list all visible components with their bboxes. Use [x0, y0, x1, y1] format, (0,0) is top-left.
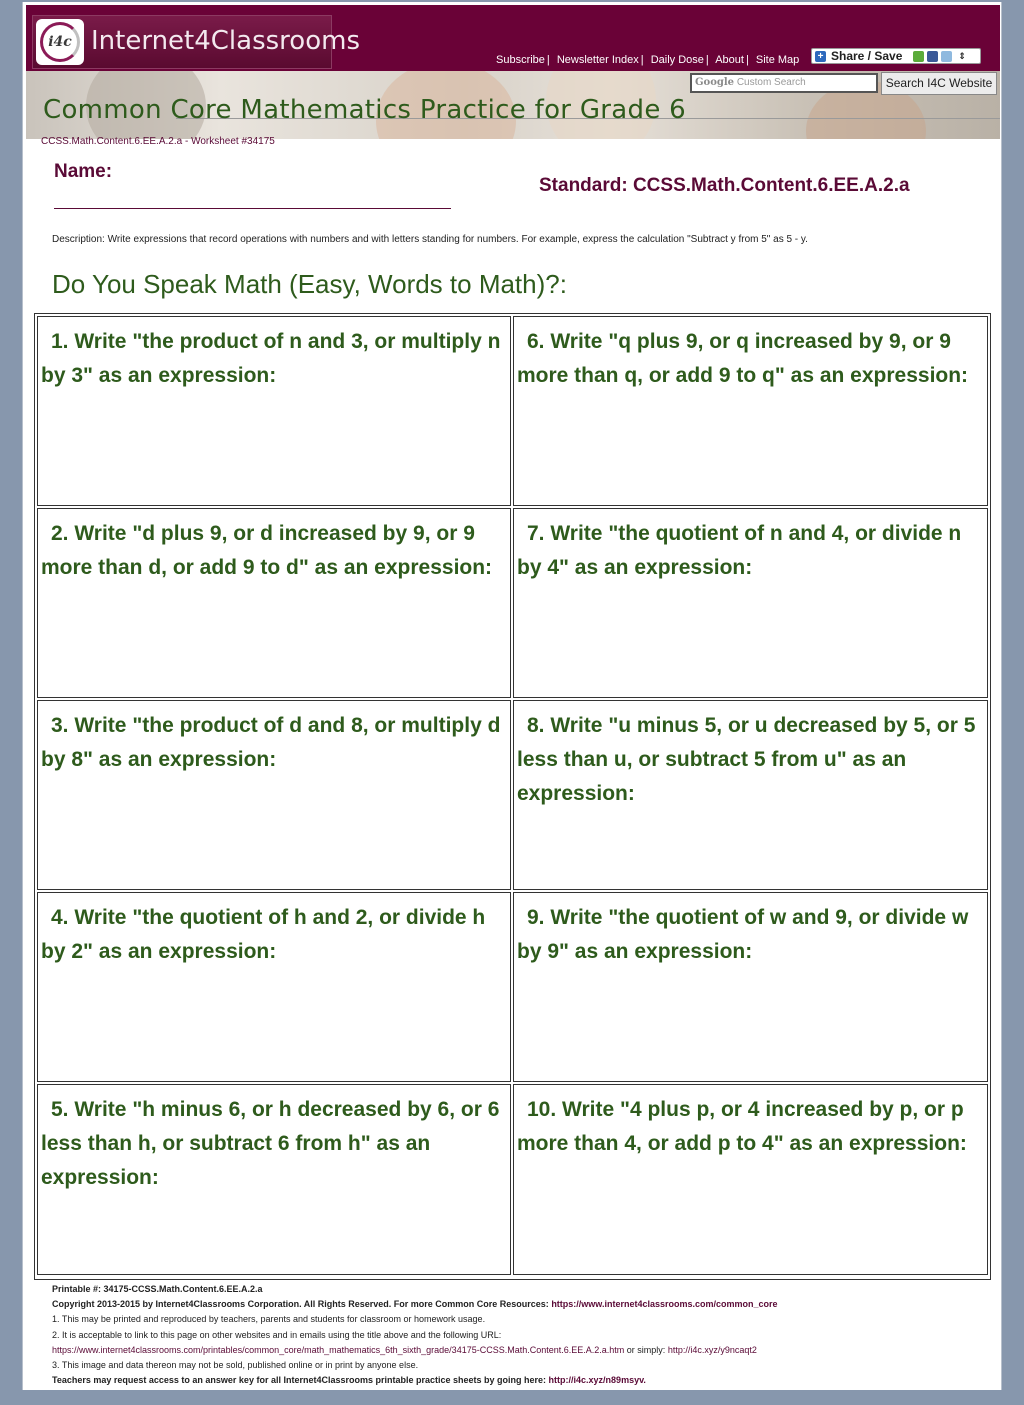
top-navigation: Subscribe | Newsletter Index | Daily Dose | About | Site Map — [496, 54, 800, 66]
page-title: Common Core Mathematics Practice for Grade 6 — [43, 95, 687, 125]
question-number: 1. — [51, 330, 69, 353]
questions-table — [34, 313, 991, 1280]
question-number: 7. — [527, 522, 545, 545]
question-number: 4. — [51, 906, 69, 929]
question-cell-8 — [513, 700, 988, 890]
nav-subscribe[interactable]: Subscribe — [496, 54, 545, 66]
logo-badge-text: i4c — [48, 34, 72, 50]
copyright: Copyright 2013-2015 by Internet4Classrooms Corporation. All Rights Reserved. For more Common Core Resources: — [52, 1299, 549, 1310]
question-text: Write "u minus 5, or u decreased by 5, or 5 less than u, or subtract 5 from u" as an expression: — [517, 714, 976, 805]
description: Description: Write expressions that record operations with numbers and with letters standing for numbers. For example, express the calculation "Subtract y from 5" as 5 - y. — [52, 234, 808, 245]
footer-note-1: 1. This may be printed and reproduced by teachers, parents and students for classroom or homework usage. — [52, 1314, 486, 1325]
question-number: 8. — [527, 714, 545, 737]
question-text: Write "d plus 9, or d increased by 9, or 9 more than d, or add 9 to d" as an expression: — [41, 522, 493, 579]
share-save-button[interactable] — [811, 48, 981, 64]
site-logo[interactable] — [32, 15, 360, 69]
nav-newsletter-index[interactable]: Newsletter Index — [556, 54, 639, 66]
common-core-link[interactable]: https://www.internet4classrooms.com/common_core — [551, 1299, 778, 1310]
question-number: 6. — [527, 330, 545, 353]
logo-badge-icon — [36, 19, 84, 65]
question-text: Write "the product of d and 8, or multiply d by 8" as an expression: — [41, 714, 501, 771]
footer — [52, 1282, 778, 1388]
question-text: Write "h minus 6, or h decreased by 6, or 6 less than h, or subtract 6 from h" as an expression: — [41, 1098, 500, 1189]
question-number: 2. — [51, 522, 69, 545]
question-number: 10. — [527, 1098, 557, 1121]
long-url-link[interactable]: https://www.internet4classrooms.com/printables/common_core/math_mathematics_6th_sixth_grade/34175-CCSS.Math.Content.6.EE.A.2.a.htm — [52, 1344, 625, 1355]
answer-key-note: Teachers may request access to an answer key for all Internet4Classrooms printable practice sheets by going here: — [52, 1375, 547, 1386]
question-cell-1 — [37, 316, 511, 506]
question-cell-2 — [37, 508, 511, 698]
section-title: Do You Speak Math (Easy, Words to Math)?: — [52, 269, 567, 299]
share-save-label: Share / Save — [831, 49, 903, 63]
name-label: Name: — [54, 161, 113, 182]
plus-icon: + — [815, 51, 826, 62]
question-cell-4 — [37, 892, 511, 1082]
twitter-icon — [941, 51, 952, 62]
search-input[interactable] — [690, 73, 878, 93]
search-button[interactable]: Search I4C Website — [881, 72, 997, 95]
question-text: Write "the product of n and 3, or multiply n by 3" as an expression: — [41, 330, 501, 387]
question-cell-5 — [37, 1084, 511, 1275]
name-line — [54, 208, 451, 209]
question-number: 3. — [51, 714, 69, 737]
worksheet-id: CCSS.Math.Content.6.EE.A.2.a - Worksheet #34175 — [41, 136, 275, 147]
site-header — [26, 5, 1000, 71]
answer-key-link[interactable]: http://i4c.xyz/n89msyv. — [548, 1375, 646, 1386]
logo-text: Internet4Classrooms — [91, 26, 360, 56]
question-cell-6 — [513, 316, 988, 506]
question-text: Write "q plus 9, or q increased by 9, or 9 more than q, or add 9 to q" as an expression: — [517, 330, 969, 387]
page — [22, 2, 1002, 1390]
facebook-icon — [927, 51, 938, 62]
nav-about[interactable]: About — [715, 54, 744, 66]
question-text: Write "4 plus p, or 4 increased by p, or p more than 4, or add p to 4" as an expression: — [517, 1098, 967, 1155]
chevron-updown-icon: ⇕ — [958, 50, 966, 61]
standard-label: Standard: CCSS.Math.Content.6.EE.A.2.a — [539, 175, 910, 196]
share-email-icon — [913, 51, 924, 62]
question-cell-7 — [513, 508, 988, 698]
question-text: Write "the quotient of h and 2, or divide h by 2" as an expression: — [41, 906, 486, 963]
footer-note-3: 3. This image and data thereon may not be sold, published online or in print by anyone else. — [52, 1360, 419, 1371]
question-cell-3 — [37, 700, 511, 890]
url-connector: or simply: — [626, 1344, 666, 1355]
question-text: Write "the quotient of n and 4, or divide n by 4" as an expression: — [517, 522, 962, 579]
google-logo: Google — [695, 77, 735, 88]
question-cell-9 — [513, 892, 988, 1082]
question-cell-10 — [513, 1084, 988, 1275]
question-number: 5. — [51, 1098, 69, 1121]
question-text: Write "the quotient of w and 9, or divide w by 9" as an expression: — [517, 906, 969, 963]
nav-site-map[interactable]: Site Map — [755, 54, 800, 66]
footer-note-2: 2. It is acceptable to link to this page on other websites and in emails using the title above and the following URL: — [52, 1329, 502, 1340]
short-url-link[interactable]: http://i4c.xyz/y9ncaqt2 — [667, 1344, 757, 1355]
nav-daily-dose[interactable]: Daily Dose — [650, 54, 704, 66]
search-placeholder: Custom Search — [736, 77, 806, 88]
printable-number: Printable #: 34175-CCSS.Math.Content.6.EE.A.2.a — [52, 1284, 263, 1294]
question-number: 9. — [527, 906, 545, 929]
